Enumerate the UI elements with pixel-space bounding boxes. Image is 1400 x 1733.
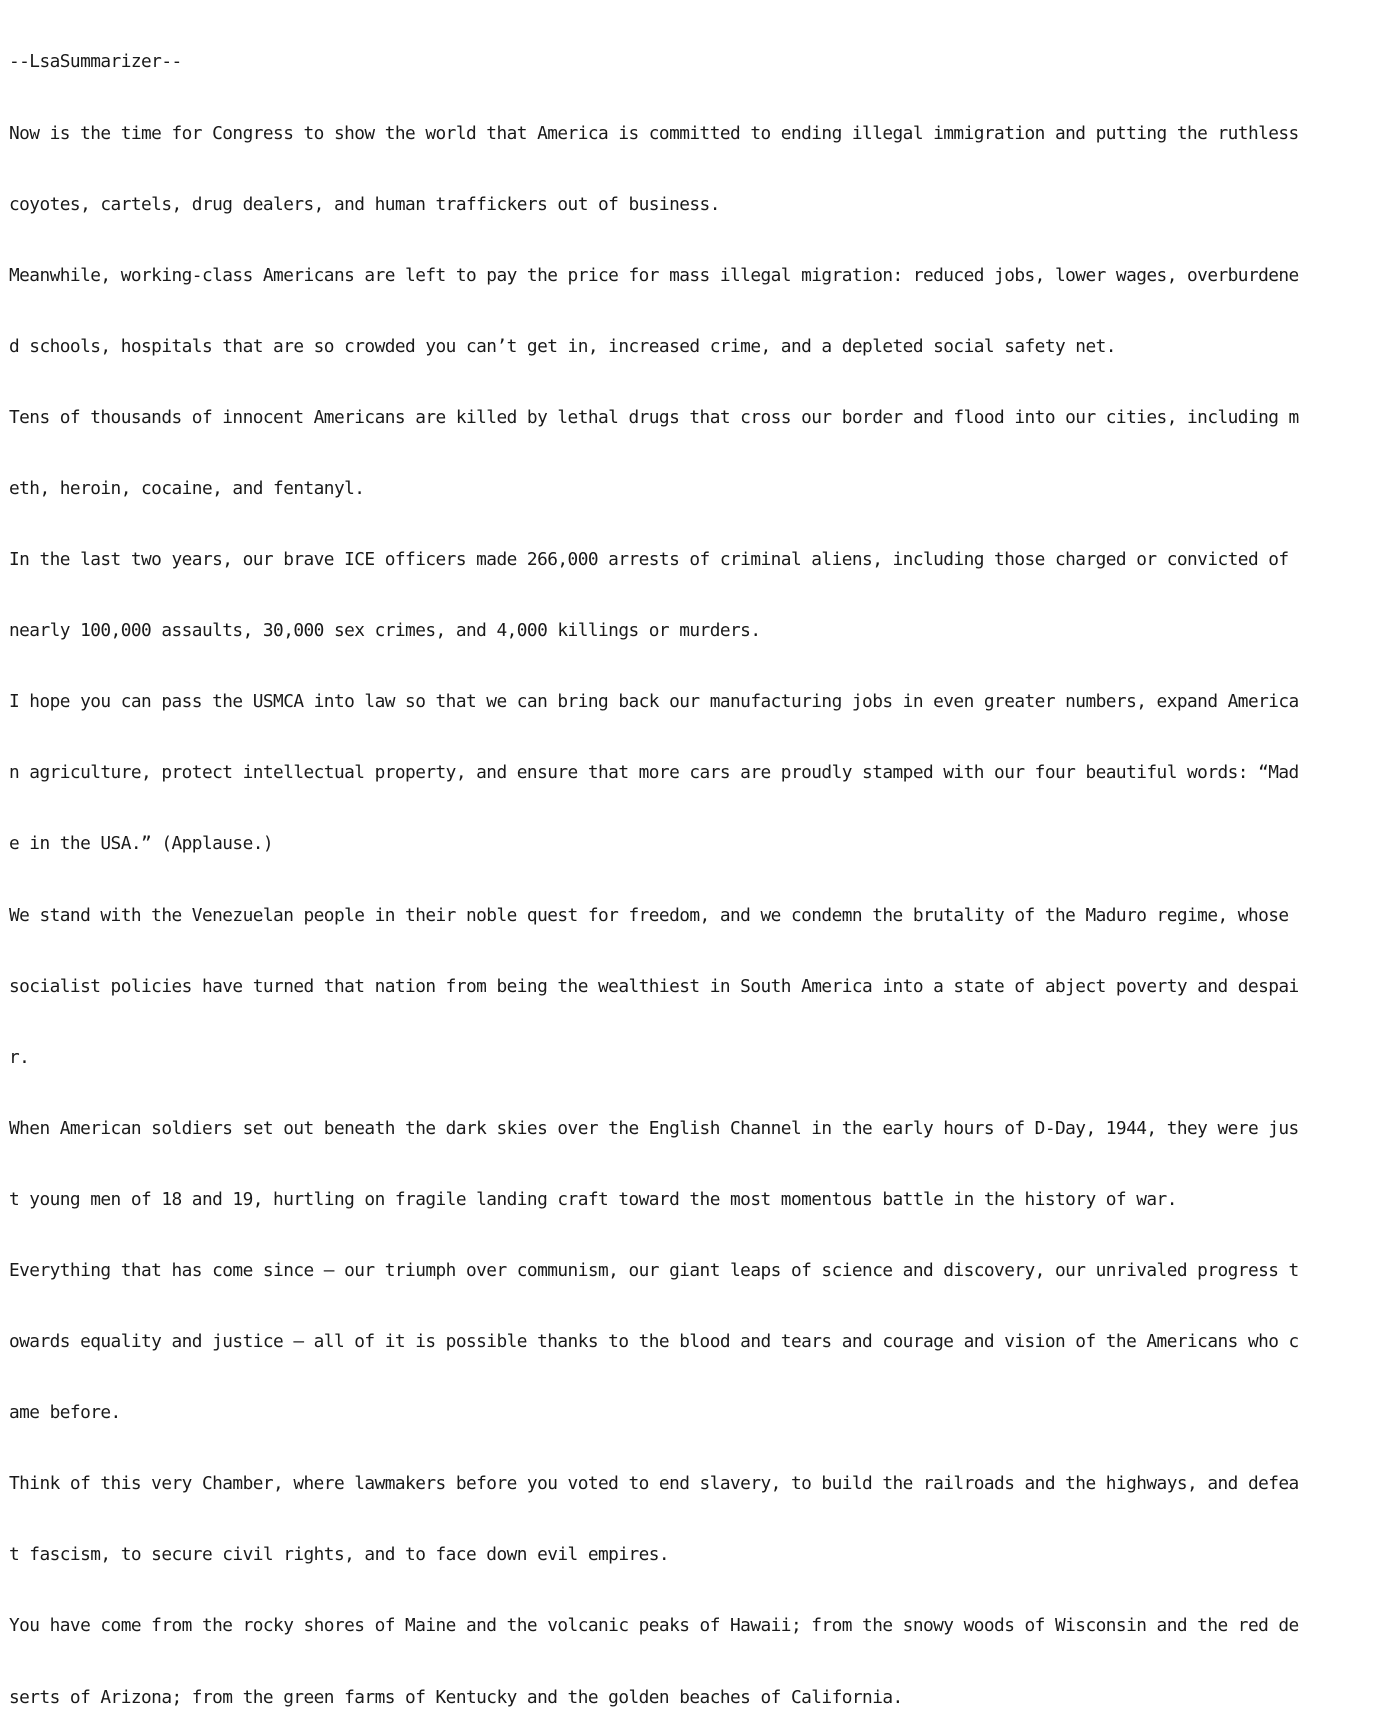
output-line: Meanwhile, working-class Americans are left to pay the price for mass illegal migration: reduced jobs, lower wages, overburdene xyxy=(9,264,1299,286)
output-line: eth, heroin, cocaine, and fentanyl. xyxy=(9,477,365,499)
output-line: In the last two years, our brave ICE officers made 266,000 arrests of criminal aliens, including those charged or convicted of xyxy=(9,549,1289,571)
output-line: Tens of thousands of innocent Americans are killed by lethal drugs that cross our border and flood into our cities, including m xyxy=(9,406,1299,428)
output-line: coyotes, cartels, drug dealers, and human traffickers out of business. xyxy=(9,193,720,215)
output-line: t young men of 18 and 19, hurtling on fragile landing craft toward the most momentous battle in the history of war. xyxy=(9,1188,1177,1210)
output-line: Everything that has come since — our triumph over communism, our giant leaps of science and discovery, our unrivaled progress t xyxy=(9,1260,1299,1281)
output-line: We stand with the Venezuelan people in their noble quest for freedom, and we condemn the brutality of the Maduro regime, whose xyxy=(9,904,1289,926)
output-line: I hope you can pass the USMCA into law so that we can bring back our manufacturing jobs in even greater numbers, expand America xyxy=(9,691,1299,713)
output-line: socialist policies have turned that nation from being the wealthiest in South America into a state of abject poverty and despai xyxy=(9,975,1299,997)
output-line: owards equality and justice — all of it is possible thanks to the blood and tears and courage and vision of the Americans who c xyxy=(9,1331,1299,1353)
output-line: r. xyxy=(9,1046,30,1068)
output-line: When American soldiers set out beneath the dark skies over the English Channel in the early hours of D-Day, 1944, they were jus xyxy=(9,1117,1299,1139)
output-line: Think of this very Chamber, where lawmakers before you voted to end slavery, to build the railroads and the highways, and defea xyxy=(9,1473,1299,1495)
output-line: e in the USA.” (Applause.) xyxy=(9,833,274,855)
output-line: serts of Arizona; from the green farms of Kentucky and the golden beaches of California. xyxy=(9,1686,903,1708)
output-line: Now is the time for Congress to show the world that America is committed to ending illegal immigration and putting the ruthless xyxy=(9,122,1299,144)
output-line: nearly 100,000 assaults, 30,000 sex crimes, and 4,000 killings or murders. xyxy=(9,620,761,642)
output-line: d schools, hospitals that are so crowded you can’t get in, increased crime, and a depleted social safety net. xyxy=(9,335,1116,357)
output-line: ame before. xyxy=(9,1402,121,1424)
output-line: n agriculture, protect intellectual property, and ensure that more cars are proudly stamped with our four beautiful words: “Mad xyxy=(9,762,1299,784)
output-line: You have come from the rocky shores of Maine and the volcanic peaks of Hawaii; from the snowy woods of Wisconsin and the red de xyxy=(9,1615,1299,1637)
output-line: t fascism, to secure civil rights, and to face down evil empires. xyxy=(9,1544,670,1566)
summarizer-header: --LsaSummarizer-- xyxy=(9,51,182,73)
